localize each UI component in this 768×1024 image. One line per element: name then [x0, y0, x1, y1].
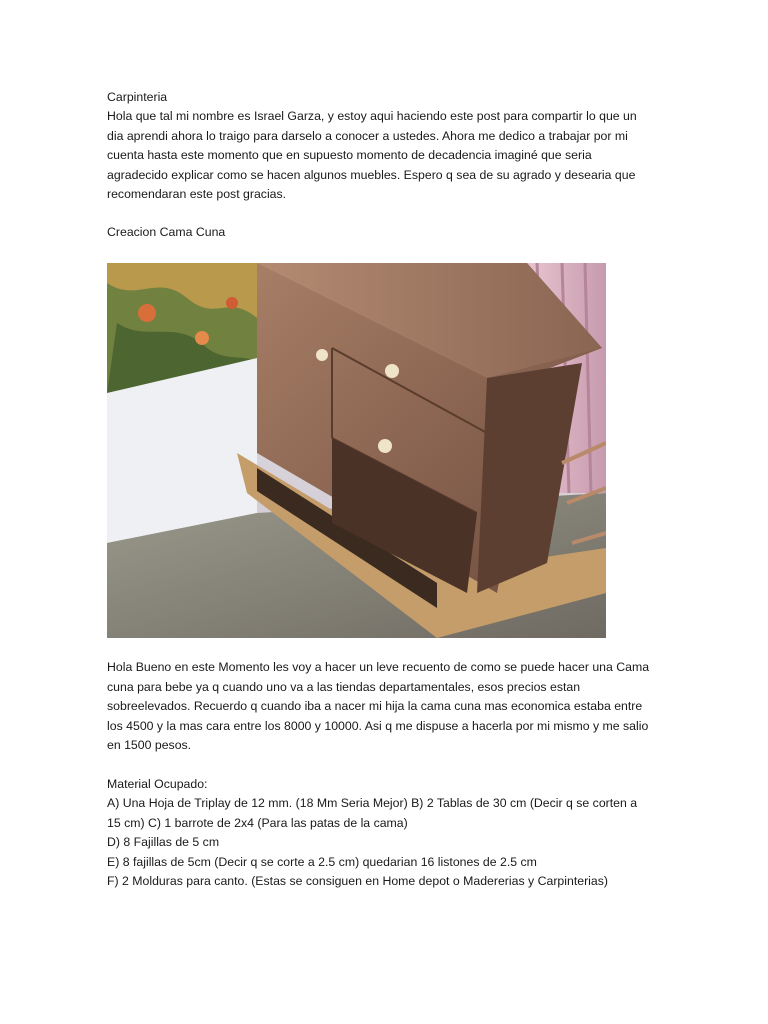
body-line: los 4500 y la mas cara entre los 8000 y 10000. Asi q me dispuse a hacerla por mi mismo y me salio [107, 718, 649, 733]
body-line: cuna para bebe ya q cuando uno va a las tiendas departamentales, esos precios estan [107, 679, 581, 694]
materials-list [107, 794, 667, 892]
body-line: Hola Bueno en este Momento les voy a hacer un leve recuento de como se puede hacer una Cama [107, 660, 650, 674]
intro-paragraph [107, 107, 667, 205]
materials-line: D) 8 Fajillas de 5 cm [107, 835, 220, 849]
section-heading: Creacion Cama Cuna [107, 225, 226, 239]
materials-line: F) 2 Molduras para canto. (Estas se consiguen en Home depot o Madererias y Carpinterias) [107, 874, 608, 888]
body-paragraph [107, 658, 667, 756]
materials-line: 15 cm) C) 1 barrote de 2x4 (Para las patas de la cama) [107, 815, 408, 830]
materials-line: A) Una Hoja de Triplay de 12 mm. (18 Mm Seria Mejor) B) 2 Tablas de 30 cm (Decir q se corten a [107, 796, 638, 810]
intro-line: Hola que tal mi nombre es Israel Garza, y estoy aqui haciendo este post para compartir lo que un [107, 109, 637, 123]
intro-line: cuenta hasta este momento que en supuesto momento de decadencia imaginé que seria [107, 148, 592, 162]
body-line: en 1500 pesos. [107, 738, 192, 752]
intro-line: dia aprendi ahora lo traigo para darselo a conocer a ustedes. Ahora me dedico a trabajar por mi [107, 128, 628, 143]
materials-heading: Material Ocupado: [107, 777, 208, 791]
crib-bed-photo [107, 263, 606, 638]
doc-title: Carpinteria [107, 90, 168, 104]
intro-line: agradecido explicar como se hacen algunos muebles. Espero q sea de su agrado y desearia que [107, 167, 636, 182]
body-line: sobreelevados. Recuerdo q cuando iba a nacer mi hija la cama cuna mas economica estaba entre [107, 699, 643, 713]
materials-line: E) 8 fajillas de 5cm (Decir q se corte a 2.5 cm) quedarian 16 listones de 2.5 cm [107, 854, 537, 869]
intro-line: recomendaran este post gracias. [107, 187, 287, 201]
